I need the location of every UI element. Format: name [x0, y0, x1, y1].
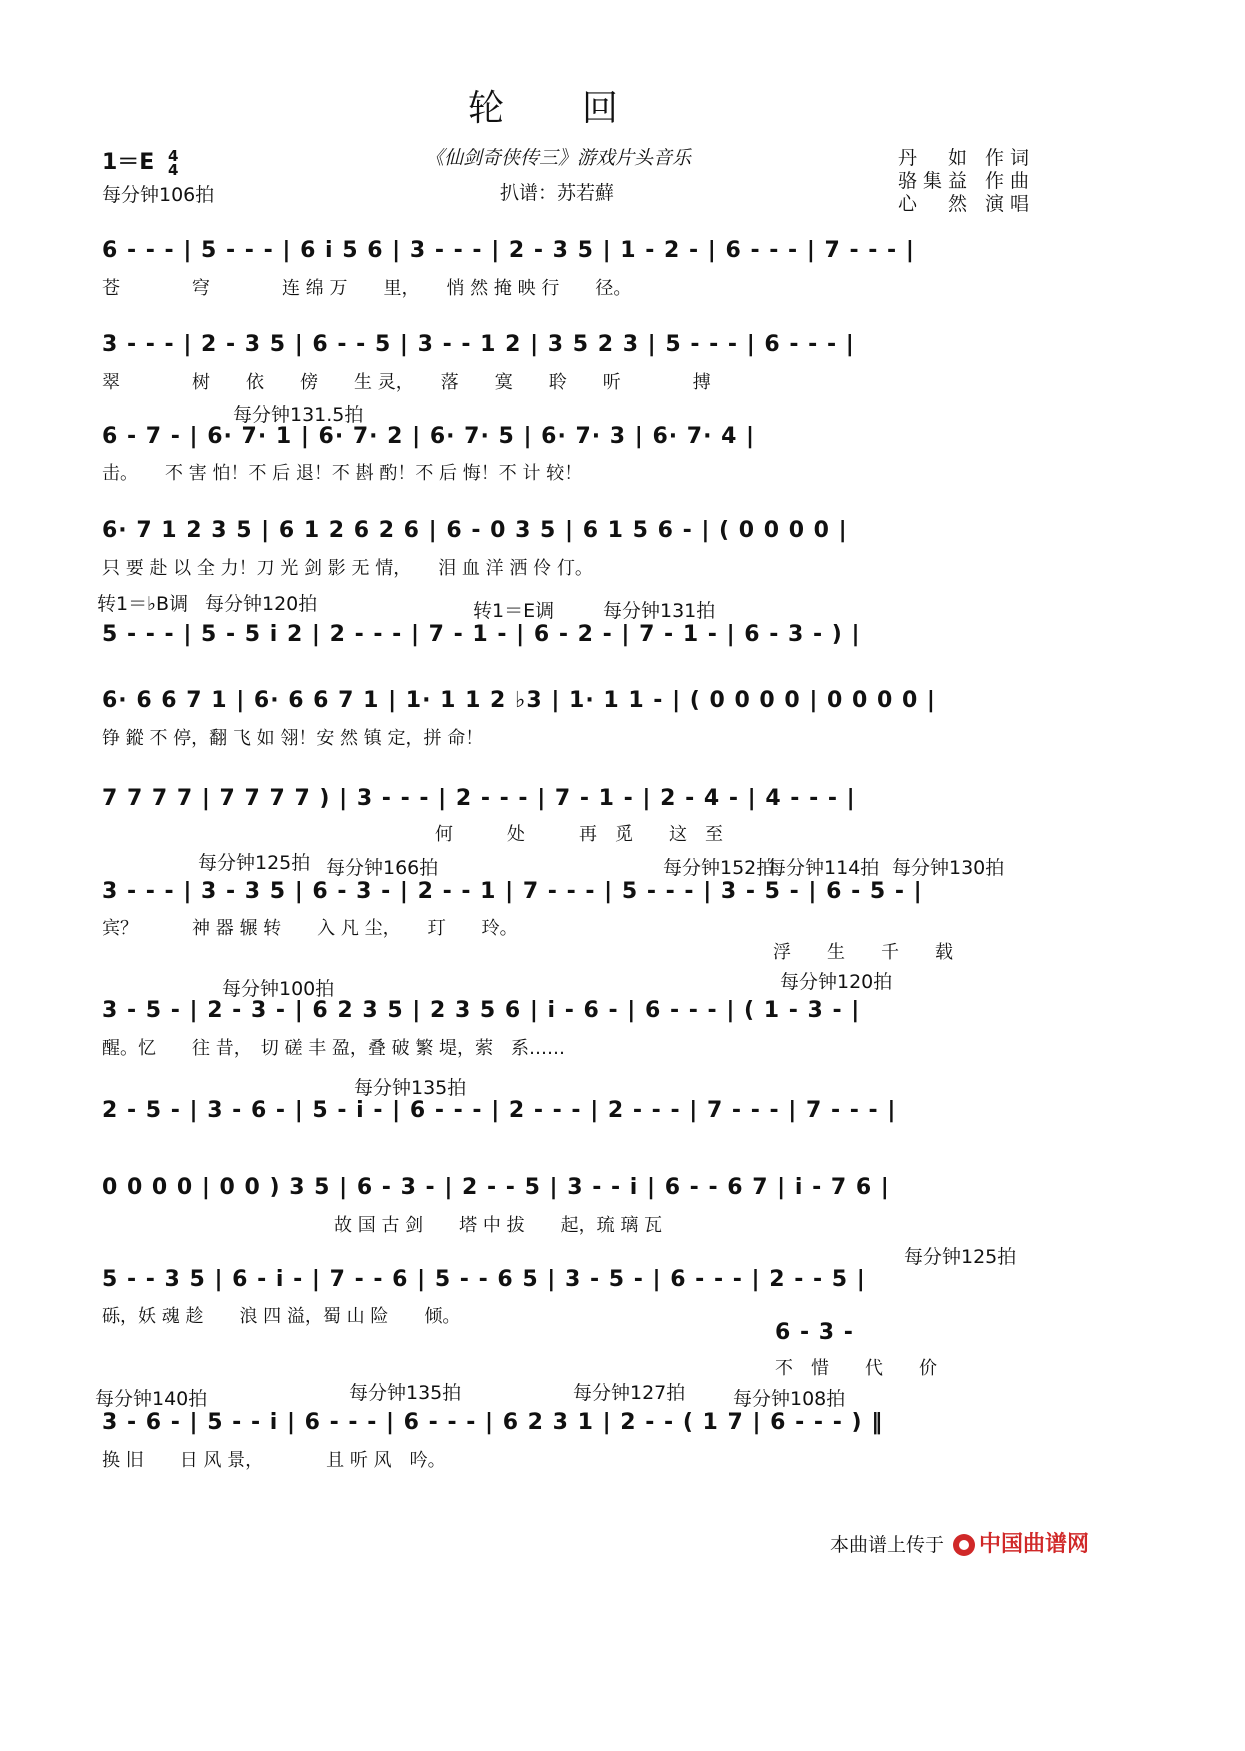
score-row-3-notes: 6 - 7 - | 6· 7· 1 | 6· 7· 2 | 6· 7· 5 | 6· 7· 3 | 6· 7· 4 | [102, 424, 756, 449]
score-row-9-lyrics: 醒。忆 往 昔， 切 磋 丰 盈，叠 破 繁 堤，萦 系…… [102, 1038, 566, 1059]
page-title: 轮 回 [468, 88, 621, 129]
score-row-2-notes: 3 - - - | 2 - 3 5 | 6 - - 5 | 3 - - 1 2 | 3 5 2 3 | 5 - - - | 6 - - - | [102, 332, 855, 357]
tempo-mark: 每分钟127拍 [573, 1382, 686, 1404]
score-row-1-lyrics: 苍 穹 连 绵 万 里， 悄 然 掩 映 行 径。 [102, 278, 632, 299]
score-row-13-notes: 3 - 6 - | 5 - - i | 6 - - - | 6 - - - | 6 2 3 1 | 2 - - ( 1 7 | 6 - - - ) ‖ [102, 1410, 884, 1435]
score-row-1-notes: 6 - - - | 5 - - - | 6 i 5 6 | 3 - - - | 2 - 3 5 | 1 - 2 - | 6 - - - | 7 - - - | [102, 238, 915, 263]
score-row-12-lyrics: 砾，妖 魂 趁 浪 四 溢，蜀 山 险 倾。 [102, 1306, 461, 1327]
score-row-8-lyrics: 宾？ 神 器 辗 转 入 凡 尘， 玎 玲。 [102, 918, 518, 939]
key-label: 1＝E [102, 150, 155, 175]
score-row-6-notes: 6· 6 6 7 1 | 6· 6 6 7 1 | 1· 1 1 2 ♭3 | 1· 1 1 - | ( 0 0 0 0 | 0 0 0 0 | [102, 688, 936, 713]
tempo-mark: 每分钟125拍 [198, 852, 311, 874]
tempo-mark: 每分钟108拍 [733, 1388, 846, 1410]
score-row-12-lyrics-alt: 不 惜 代 价 [775, 1358, 937, 1379]
key-signature [102, 145, 178, 177]
credit-composer: 骆集益 作曲 [898, 170, 1036, 192]
score-row-2-lyrics: 翠 树 依 傍 生 灵， 落 寞 聆 听 搏 [102, 372, 711, 393]
tempo-mark: 每分钟100拍 [222, 978, 335, 1000]
time-signature-top: 4 [168, 147, 179, 165]
tempo-mark: 每分钟120拍 [780, 971, 893, 993]
tempo-mark: 每分钟135拍 [349, 1382, 462, 1404]
score-row-3-lyrics: 击。 不 害 怕！不 后 退！不 斟 酌！不 后 悔！不 计 较！ [102, 463, 583, 484]
score-row-5-notes: 5 - - - | 5 - 5 i 2 | 2 - - - | 7 - 1 - | 6 - 2 - | 7 - 1 - | 6 - 3 - ) | [102, 622, 861, 647]
tempo-mark: 每分钟114拍 [767, 857, 880, 879]
score-row-12-notes-alt: 6 - 3 - [775, 1320, 854, 1345]
credit-lyricist: 丹 如 作词 [898, 147, 1036, 169]
tempo-mark: 每分钟140拍 [95, 1388, 208, 1410]
tempo-mark: 每分钟152拍 [663, 857, 776, 879]
transcriber: 扒谱：苏若蘚 [500, 182, 615, 204]
footer-upload-text: 本曲谱上传于 [830, 1534, 945, 1556]
tempo-mark: 每分钟135拍 [354, 1077, 467, 1099]
score-row-12-notes: 5 - - 3 5 | 6 - i - | 7 - - 6 | 5 - - 6 5 | 3 - 5 - | 6 - - - | 2 - - 5 | [102, 1267, 866, 1292]
score-row-8-lyrics-alt: 浮 生 千 载 [773, 942, 953, 963]
score-row-11-lyrics: 故 国 古 剑 塔 中 拔 起，琉 璃 瓦 [334, 1215, 663, 1236]
score-row-7-notes: 7 7 7 7 | 7 7 7 7 ) | 3 - - - | 2 - - - | 7 - 1 - | 2 - 4 - | 4 - - - | [102, 786, 856, 811]
modulation-mark: 转1＝♭B调 [97, 593, 189, 615]
score-row-8-notes: 3 - - - | 3 - 3 5 | 6 - 3 - | 2 - - 1 | 7 - - - | 5 - - - | 3 - 5 - | 6 - 5 - | [102, 879, 923, 904]
score-row-13-lyrics: 换 旧 日 风 景， 且 听 风 吟。 [102, 1450, 446, 1471]
tempo-mark: 每分钟131.5拍 [233, 404, 364, 426]
initial-tempo: 每分钟106拍 [102, 184, 215, 206]
credit-singer: 心 然 演唱 [898, 193, 1036, 215]
score-row-7-lyrics: 何 处 再 觅 这 至 [435, 824, 723, 845]
modulation-mark: 转1＝E调 [473, 600, 555, 622]
logo-text: 中国曲谱网 [979, 1532, 1090, 1557]
tempo-mark: 每分钟166拍 [326, 857, 439, 879]
tempo-mark: 每分钟130拍 [892, 857, 1005, 879]
tempo-mark: 每分钟131拍 [603, 600, 716, 622]
score-row-4-notes: 6· 7 1 2 3 5 | 6 1 2 6 2 6 | 6 - 0 3 5 | 6 1 5 6 - | ( 0 0 0 0 | [102, 518, 848, 543]
score-row-9-notes: 3 - 5 - | 2 - 3 - | 6 2 3 5 | 2 3 5 6 | i - 6 - | 6 - - - | ( 1 - 3 - | [102, 998, 861, 1023]
score-row-4-lyrics: 只 要 赴 以 全 力！刀 光 剑 影 无 情， 泪 血 洋 洒 伶 仃。 [102, 558, 593, 579]
tempo-mark: 每分钟125拍 [904, 1246, 1017, 1268]
site-logo[interactable] [953, 1527, 1089, 1558]
time-signature-bottom: 4 [168, 161, 179, 179]
score-row-10-notes: 2 - 5 - | 3 - 6 - | 5 - i - | 6 - - - | 2 - - - | 2 - - - | 7 - - - | 7 - - - | [102, 1098, 897, 1123]
subtitle: 《仙剑奇侠传三》游戏片头音乐 [425, 147, 692, 169]
time-signature [168, 149, 178, 177]
logo-icon [953, 1534, 975, 1556]
tempo-mark: 每分钟120拍 [205, 593, 318, 615]
score-row-11-notes: 0 0 0 0 | 0 0 ) 3 5 | 6 - 3 - | 2 - - 5 | 3 - - i | 6 - - 6 7 | i - 7 6 | [102, 1175, 890, 1200]
score-row-6-lyrics: 铮 鏦 不 停，翻 飞 如 翎！安 然 镇 定，拼 命！ [102, 728, 484, 749]
